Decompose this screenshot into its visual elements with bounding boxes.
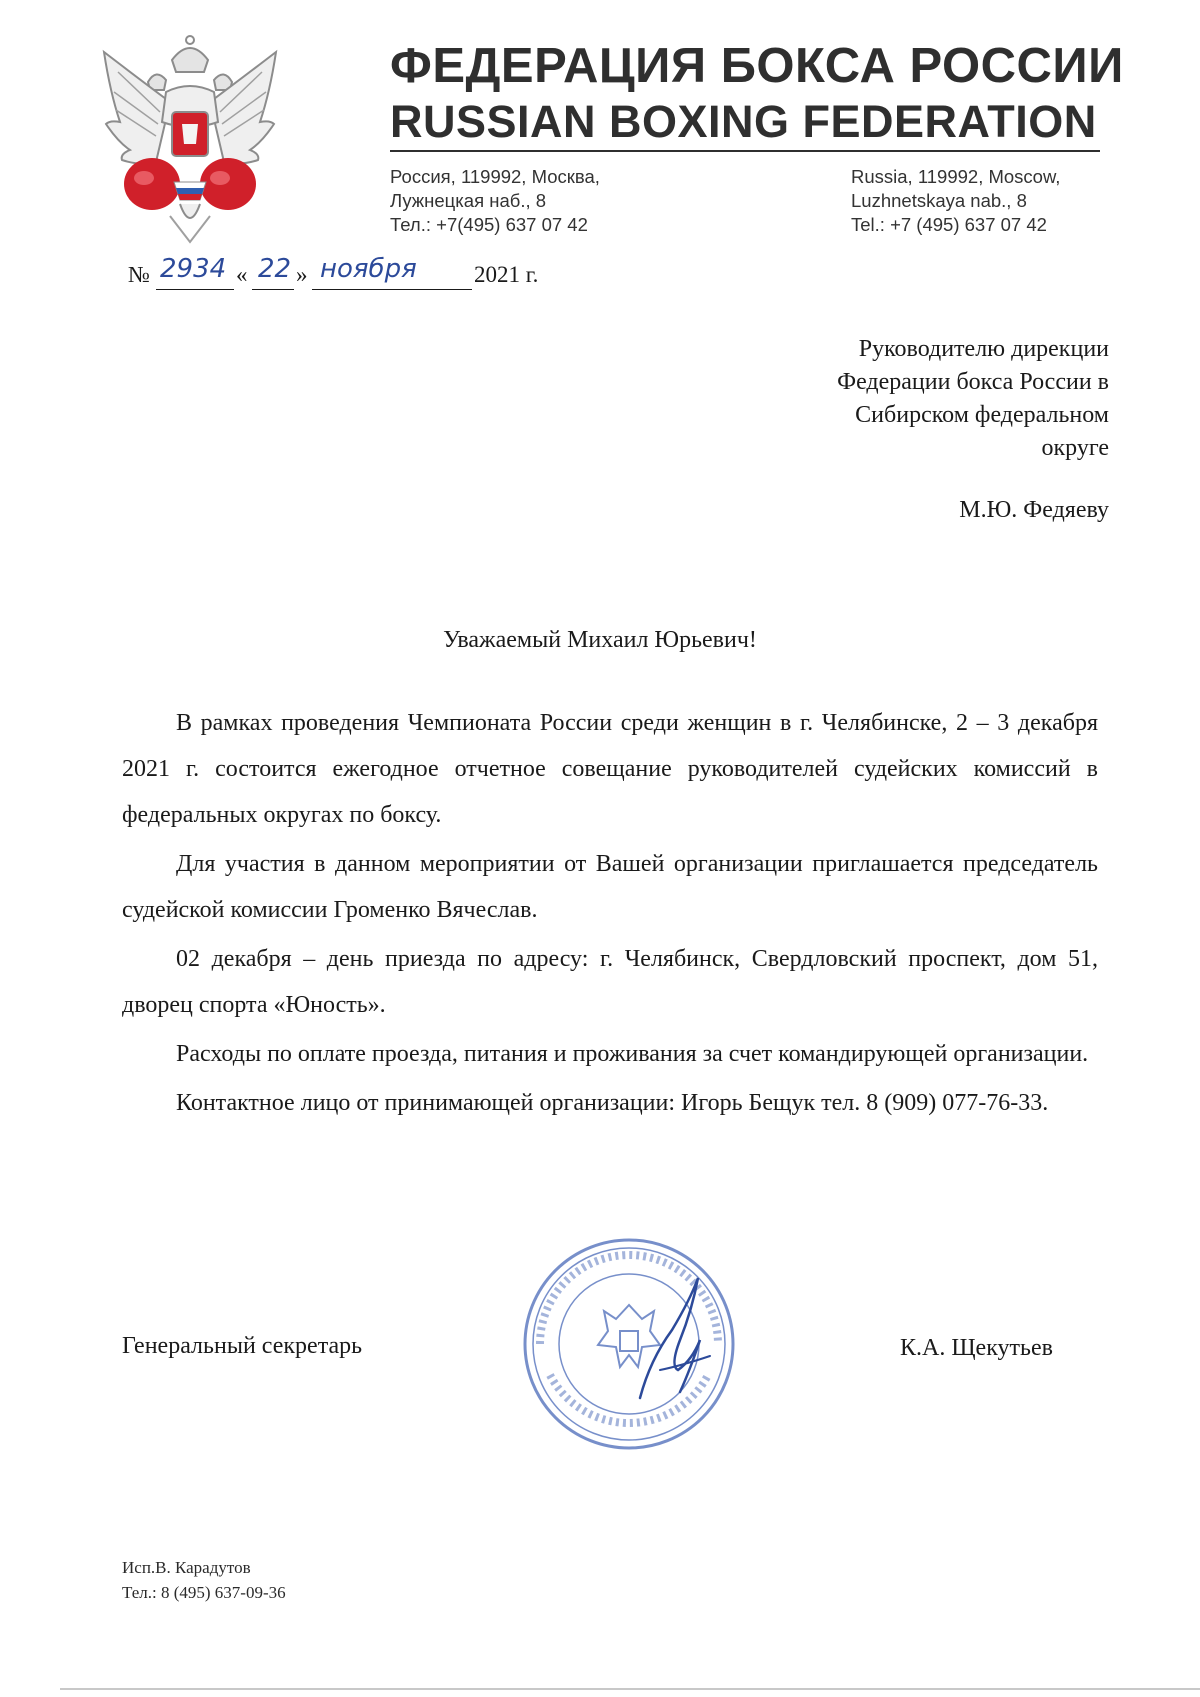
body-paragraph: Для участия в данном мероприятии от Вашей организации приглашается председатель судейской комиссии Громенко Вячеслав. — [122, 851, 1098, 923]
address-ru-line: Тел.: +7(495) 637 07 42 — [390, 214, 588, 235]
address-en-line: Luzhnetskaya nab., 8 — [851, 190, 1027, 211]
handwritten-signature-icon — [620, 1270, 740, 1410]
address-ru-line: Россия, 119992, Москва, — [390, 166, 600, 187]
page-bottom-edge — [60, 1688, 1200, 1690]
handwritten-day: 22 — [258, 254, 292, 284]
address-ru-line: Лужнецкая наб., 8 — [390, 190, 547, 211]
address-en-line: Tel.: +7 (495) 637 07 42 — [851, 214, 1047, 235]
signatory-name: К.А. Щекутьев — [900, 1335, 1053, 1361]
org-title-ru: ФЕДЕРАЦИЯ БОКСА РОССИИ — [390, 39, 1124, 93]
letter-body — [122, 700, 1098, 1129]
quote-open: « — [236, 262, 248, 287]
handwritten-month: ноября — [320, 254, 417, 284]
body-paragraph: 02 декабря – день приезда по адресу: г. Челябинск, Свердловский проспект, дом 51, дворец спорта «Юность». — [122, 946, 1098, 1018]
body-paragraph: В рамках проведения Чемпионата России среди женщин в г. Челябинске, 2 – 3 декабря 2021 г. состоится ежегодное отчетное совещание руководителей судейских комиссий в федеральных округах по боксу. — [122, 710, 1098, 828]
registration-line — [128, 254, 608, 302]
body-paragraph: Расходы по оплате проезда, питания и проживания за счет командирующей организации. — [176, 1041, 1089, 1067]
greeting: Уважаемый Михаил Юрьевич! — [443, 627, 757, 653]
body-paragraph: Контактное лицо от принимающей организации: Игорь Бещук тел. 8 (909) 077-76-33. — [176, 1090, 1049, 1116]
addressee-block — [689, 333, 1109, 465]
executor-name: Исп.В. Карадутов — [122, 1558, 251, 1577]
year-suffix: 2021 г. — [474, 262, 539, 287]
executor-block — [122, 1555, 286, 1605]
addressee-line: округе — [1041, 435, 1109, 461]
header-divider — [390, 150, 1100, 152]
addressee-line: Руководителю дирекции — [858, 336, 1109, 362]
handwritten-number: 2934 — [160, 254, 227, 284]
addressee-name: М.Ю. Федяеву — [959, 497, 1109, 523]
executor-phone: Тел.: 8 (495) 637-09-36 — [122, 1583, 286, 1602]
addressee-line: Федерации бокса России в — [837, 369, 1109, 395]
number-blank — [156, 289, 234, 290]
addressee-line: Сибирском федеральном — [855, 402, 1109, 428]
number-prefix: № — [128, 262, 150, 287]
address-ru — [390, 165, 600, 237]
address-en — [851, 165, 1060, 237]
month-blank — [312, 289, 472, 290]
federation-emblem-icon — [100, 32, 280, 244]
signatory-title: Генеральный секретарь — [122, 1333, 363, 1359]
quote-close: » — [296, 262, 308, 287]
org-title-en: RUSSIAN BOXING FEDERATION — [390, 96, 1097, 147]
day-blank — [252, 289, 294, 290]
address-en-line: Russia, 119992, Moscow, — [851, 166, 1061, 187]
